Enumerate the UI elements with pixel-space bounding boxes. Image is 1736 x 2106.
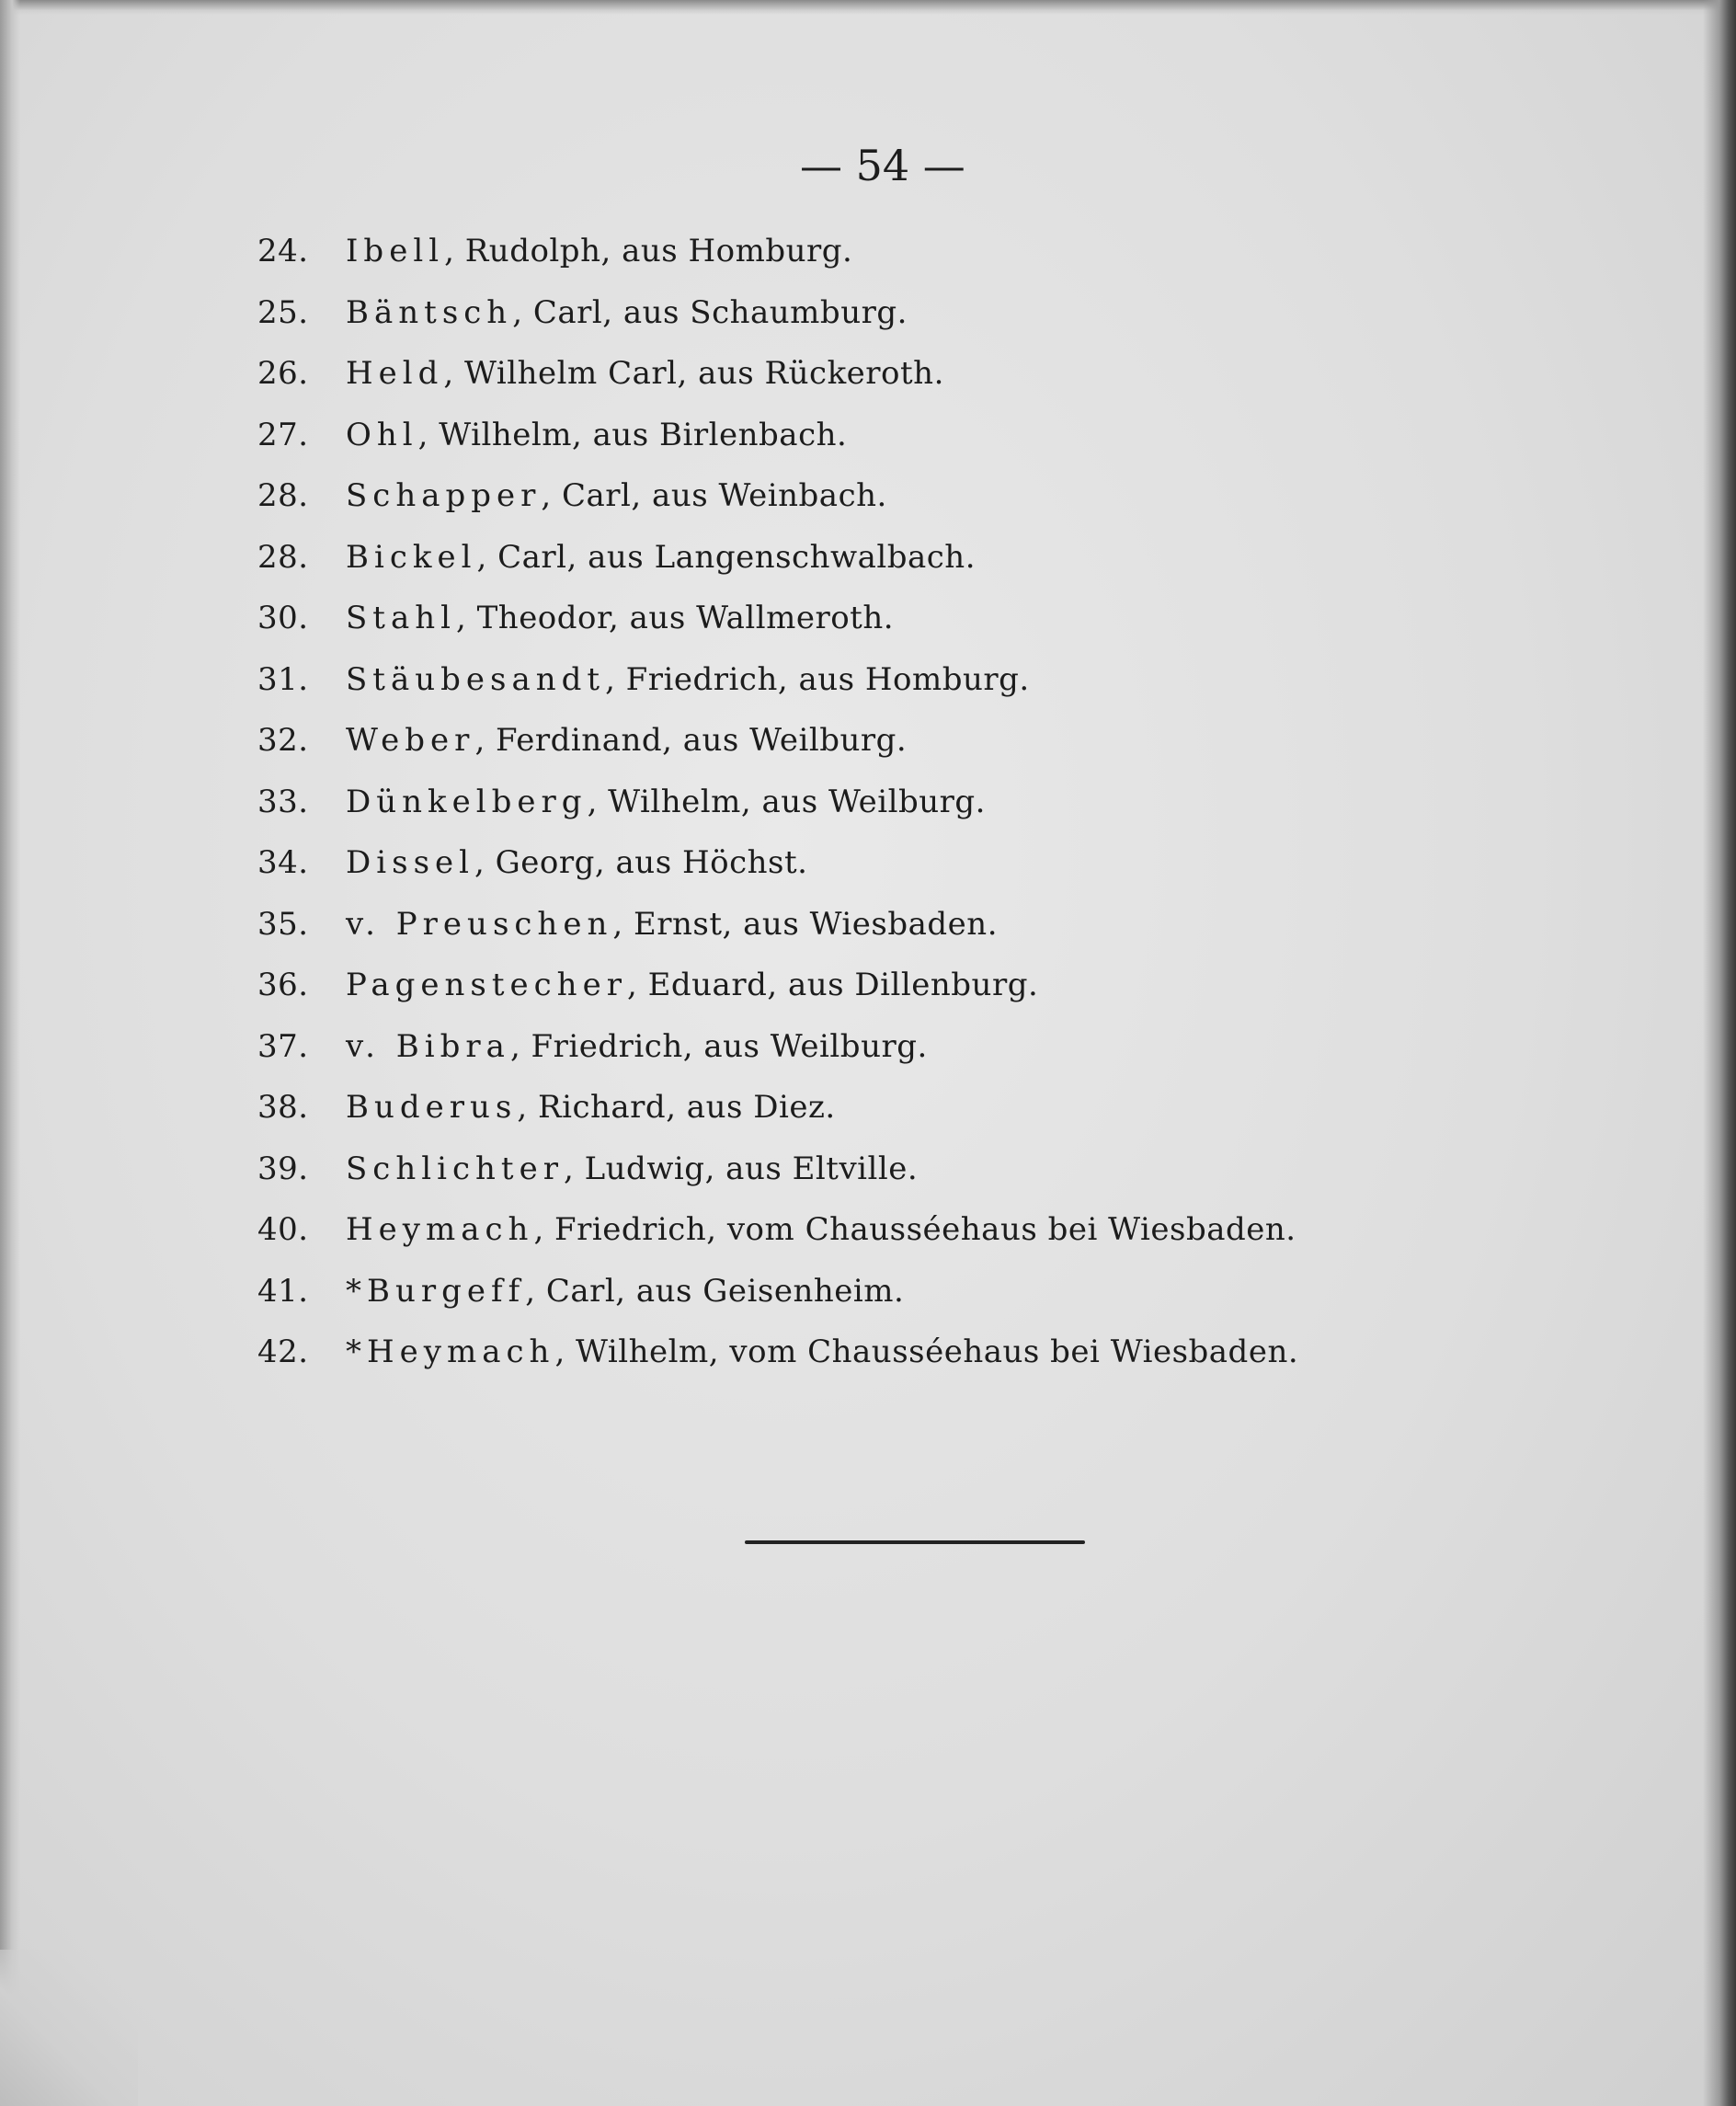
list-item <box>257 1261 1453 1322</box>
entry-number: 26. <box>257 355 309 392</box>
entry-details: , Rudolph, aus Homburg. <box>444 233 853 269</box>
list-item <box>257 465 1453 527</box>
list-item <box>257 649 1453 711</box>
entry-surname: *Burgeff <box>346 1272 526 1310</box>
entry-details: , Theodor, aus Wallmeroth. <box>456 600 895 636</box>
list-item <box>257 955 1453 1016</box>
list-item <box>257 588 1453 649</box>
entry-details: , Wilhelm, aus Birlenbach. <box>417 416 848 453</box>
entry-details: , Ludwig, aus Eltville. <box>563 1150 919 1187</box>
entry-number: 30. <box>257 600 309 636</box>
entry-surname: Dünkelberg <box>346 783 588 820</box>
entry-surname: v. Preuschen <box>346 905 613 943</box>
page-number: — 54 — <box>800 141 965 190</box>
entry-surname: Bäntsch <box>346 293 513 331</box>
entry-details: , Friedrich, aus Homburg. <box>605 660 1030 698</box>
entry-details: , Carl, aus Geisenheim. <box>525 1272 905 1310</box>
entry-number: 36. <box>257 967 309 1003</box>
entry-details: , Wilhelm Carl, aus Rückeroth. <box>443 355 944 392</box>
list-item <box>257 282 1453 344</box>
entry-surname: Schlichter <box>346 1150 564 1187</box>
list-item <box>257 405 1453 466</box>
entry-surname: Bickel <box>346 538 477 576</box>
entry-details: , Wilhelm, aus Weilburg. <box>587 783 986 820</box>
entry-surname: Weber <box>346 722 475 759</box>
list-item <box>257 832 1453 894</box>
entry-number: 40. <box>257 1211 309 1248</box>
entry-surname: v. Bibra <box>346 1027 510 1065</box>
list-item <box>257 1199 1453 1261</box>
entry-details: , Georg, aus Höchst. <box>474 844 808 881</box>
page-top-edge-shadow <box>0 0 1736 15</box>
page-left-edge-shadow <box>0 0 20 2106</box>
entry-number: 42. <box>257 1333 309 1370</box>
entry-surname: *Heymach <box>346 1333 555 1370</box>
entry-details: , Wilhelm, vom Chausséehaus bei Wiesbaden. <box>554 1333 1299 1370</box>
entry-number: 39. <box>257 1150 309 1187</box>
page-corner-fold <box>0 1950 138 2106</box>
entry-surname: Stahl <box>346 600 456 636</box>
entry-details: , Friedrich, aus Weilburg. <box>509 1027 928 1065</box>
entry-details: , Ferdinand, aus Weilburg. <box>474 722 908 759</box>
list-item <box>257 894 1453 956</box>
entry-number: 28. <box>257 477 309 514</box>
entry-number: 35. <box>257 905 309 943</box>
entry-surname: Pagenstecher <box>346 967 627 1003</box>
entry-number: 28. <box>257 538 309 576</box>
entry-number: 33. <box>257 783 309 820</box>
name-list <box>257 221 1453 1383</box>
entry-surname: Ohl <box>346 416 418 453</box>
entry-number: 27. <box>257 416 309 453</box>
list-item <box>257 1139 1453 1200</box>
entry-surname: Heymach <box>346 1211 534 1248</box>
list-item <box>257 527 1453 589</box>
entry-number: 38. <box>257 1089 309 1126</box>
list-item <box>257 221 1453 282</box>
list-item <box>257 710 1453 772</box>
entry-details: , Carl, aus Langenschwalbach. <box>476 538 976 576</box>
page-right-edge-shadow <box>1703 0 1736 2106</box>
entry-number: 25. <box>257 293 309 331</box>
entry-details: , Eduard, aus Dillenburg. <box>626 967 1039 1003</box>
entry-details: , Carl, aus Weinbach. <box>541 477 887 514</box>
entry-number: 31. <box>257 660 309 698</box>
list-item <box>257 1077 1453 1139</box>
section-divider-rule <box>745 1540 1085 1544</box>
entry-surname: Ibell <box>346 233 445 269</box>
entry-details: , Richard, aus Diez. <box>517 1089 836 1126</box>
entry-number: 24. <box>257 233 309 269</box>
entry-number: 37. <box>257 1027 309 1065</box>
list-item <box>257 343 1453 405</box>
list-item <box>257 1322 1453 1383</box>
entry-surname: Schapper <box>346 477 542 514</box>
entry-surname: Stäubesandt <box>346 660 606 698</box>
entry-surname: Buderus <box>346 1089 518 1126</box>
list-item <box>257 1016 1453 1078</box>
entry-details: , Ernst, aus Wiesbaden. <box>612 905 998 943</box>
entry-number: 32. <box>257 722 309 759</box>
entry-number: 41. <box>257 1272 309 1310</box>
entry-number: 34. <box>257 844 309 881</box>
entry-surname: Held <box>346 355 444 392</box>
entry-surname: Dissel <box>346 844 475 881</box>
entry-details: , Friedrich, vom Chausséehaus bei Wiesbaden. <box>533 1211 1296 1248</box>
entry-details: , Carl, aus Schaumburg. <box>512 293 908 331</box>
list-item <box>257 772 1453 833</box>
